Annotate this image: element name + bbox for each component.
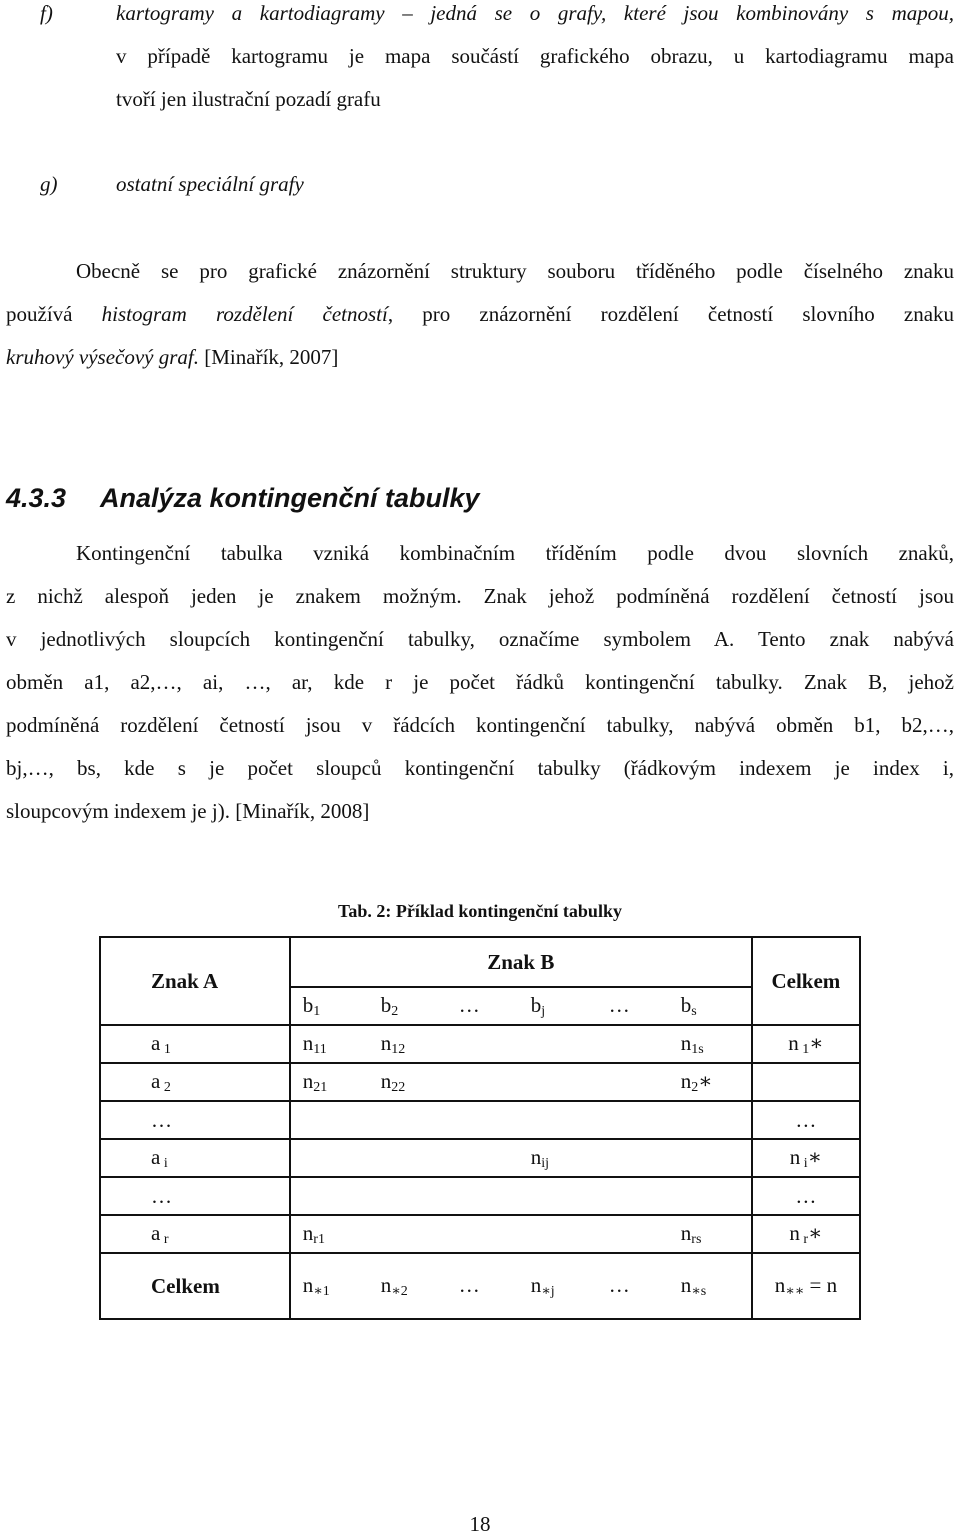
- para-line: z nichž alespoň jeden je znakem možným. Znak jehož podmíněná rozdělení četností jsou: [6, 584, 954, 608]
- section-title: Analýza kontingenční tabulky: [100, 483, 480, 513]
- table-row-total: Celkem n∗1 n∗2 … n∗j … n∗s $n_{∗∗} = n$: [100, 1253, 860, 1319]
- header-celkem: Celkem: [752, 937, 860, 1025]
- text: , pro znázornění rozdělení četností slovního znaku: [387, 302, 955, 326]
- text: Kontingenční tabulka vzniká kombinačním tříděním podle dvou slovních znaků,: [76, 541, 954, 565]
- para-line: bj,…, bs, kde s je počet sloupců kontingenční tabulky (řádkovým indexem je index i,: [6, 756, 954, 780]
- header-b-values: b1 b2 … bj … bs: [290, 987, 752, 1025]
- list-line: tvoří jen ilustrační pozadí grafu: [116, 87, 381, 111]
- list-text: [116, 163, 954, 206]
- para-line: [6, 293, 954, 336]
- list-line: ostatní speciální grafy: [116, 172, 304, 196]
- list-line: v případě kartogramu je mapa součástí grafického obrazu, u kartodiagramu mapa: [116, 44, 954, 68]
- contingency-table: [99, 936, 861, 1320]
- text: používá: [6, 302, 102, 326]
- table-caption: [0, 898, 960, 924]
- header-znak-b: Znak B: [290, 937, 752, 987]
- term: kruhový výsečový graf.: [6, 345, 199, 369]
- text: Obecně se pro grafické znázornění struktury souboru tříděného podle číselného znaku: [76, 259, 954, 283]
- list-line: kartogramy a kartodiagramy – jedná se o grafy, které jsou kombinovány s mapou,: [116, 1, 954, 25]
- page-number: 18: [469, 1512, 491, 1536]
- list-text: [116, 0, 954, 121]
- table-row: … …: [100, 1177, 860, 1215]
- para-line: [6, 336, 954, 379]
- para-line: podmíněná rozdělení četností jsou v řádcích kontingenční tabulky, nabývá obměn b1, b2,…,: [6, 713, 954, 737]
- table-row: … …: [100, 1101, 860, 1139]
- citation: [Minařík, 2007]: [199, 345, 339, 369]
- para-line: [6, 532, 954, 575]
- paragraph-histogram: [6, 250, 954, 379]
- para-line: v jednotlivých sloupcích kontingenční tabulky, označíme symbolem A. Tento znak nabývá: [6, 627, 954, 651]
- section-number: 4.3.3: [6, 483, 67, 513]
- para-line: obměn a1, a2,…, ai, …, ar, kde r je počet řádků kontingenční tabulky. Znak B, jehož: [6, 670, 954, 694]
- section-heading: [6, 478, 480, 518]
- term: histogram rozdělení četností: [101, 302, 388, 326]
- para-line: [6, 250, 954, 293]
- table-row: a $_1$ n11 n12 n1s n $_1$∗: [100, 1025, 860, 1063]
- table-row: a $_i$ nij n $_i$∗: [100, 1139, 860, 1177]
- para-line: sloupcovým indexem je j). [Minařík, 2008]: [6, 799, 370, 823]
- row-celkem-label: Celkem: [100, 1253, 290, 1319]
- caption-text: Tab. 2: Příklad kontingenční tabulky: [338, 901, 622, 921]
- header-znak-a: Znak A: [100, 937, 290, 1025]
- paragraph-contingency: [6, 532, 954, 833]
- list-marker: f): [40, 1, 53, 25]
- list-marker: g): [40, 172, 58, 196]
- table-row: a $_2$ n21 n22 n2∗: [100, 1063, 860, 1101]
- table-row: a $_r$ nr1 nrs n $_r$∗: [100, 1215, 860, 1253]
